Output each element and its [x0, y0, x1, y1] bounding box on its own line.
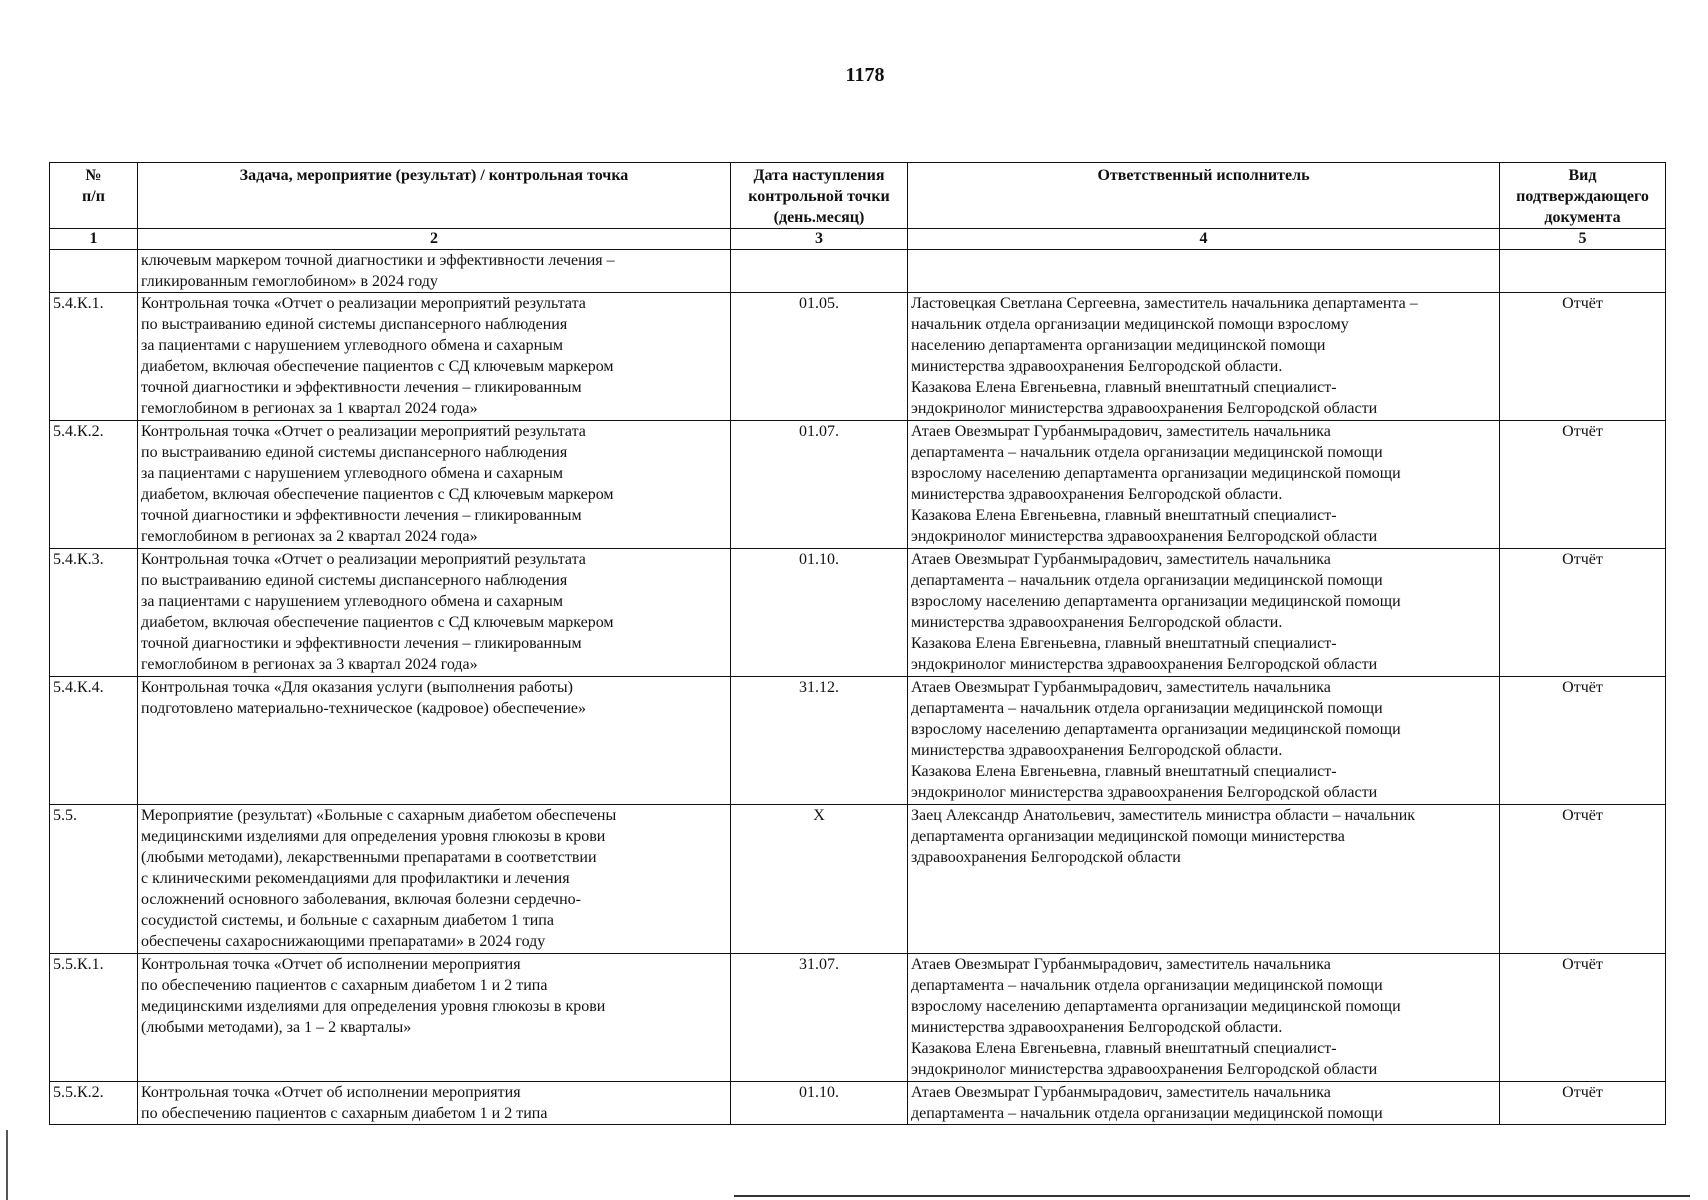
document-type-cell [1500, 250, 1666, 293]
responsible-line: Казакова Елена Евгеньевна, главный внештатный специалист- [911, 1040, 1337, 1057]
date-cell: 31.07. [731, 954, 908, 1082]
row-number: 5.5. [50, 805, 138, 954]
table-row [50, 549, 1666, 677]
task-line: Мероприятие (результат) «Больные с сахарным диабетом обеспечены [141, 807, 617, 824]
column-number: 5 [1500, 229, 1666, 250]
task-line: по выстраиванию единой системы диспансерного наблюдения [141, 444, 568, 461]
column-number: 2 [138, 229, 731, 250]
table-row [50, 954, 1666, 1082]
task-line: по обеспечению пациентов с сахарным диабетом 1 и 2 типа [141, 977, 548, 994]
task-line: точной диагностики и эффективности лечения – гликированным [141, 507, 582, 524]
task-cell [138, 1082, 731, 1125]
task-cell [138, 805, 731, 954]
table-body [50, 250, 1666, 1125]
task-cell [138, 293, 731, 421]
table-row [50, 250, 1666, 293]
table-row [50, 1082, 1666, 1125]
task-line: обеспечены сахароснижающими препаратами» в 2024 году [141, 933, 546, 950]
task-line: ключевым маркером точной диагностики и эффективности лечения – [141, 252, 615, 269]
task-line: точной диагностики и эффективности лечения – гликированным [141, 379, 582, 396]
responsible-line: министерства здравоохранения Белгородской области. [911, 1019, 1283, 1036]
control-points-table [49, 162, 1666, 1125]
responsible-line: взрослому населению департамента организации медицинской помощи [911, 998, 1401, 1015]
scan-margin-mark [6, 1130, 8, 1200]
responsible-cell [908, 250, 1500, 293]
row-number: 5.4.К.3. [50, 549, 138, 677]
row-number: 5.5.К.1. [50, 954, 138, 1082]
document-type-cell: Отчёт [1500, 954, 1666, 1082]
task-line: по выстраиванию единой системы диспансерного наблюдения [141, 316, 568, 333]
column-number: 4 [908, 229, 1500, 250]
responsible-line: здравоохранения Белгородской области [911, 849, 1181, 866]
responsible-line: взрослому населению департамента организации медицинской помощи [911, 721, 1401, 738]
column-number: 1 [50, 229, 138, 250]
date-cell: Х [731, 805, 908, 954]
page-number: 1178 [845, 64, 885, 86]
header-document: Вид подтверждающего документа [1500, 163, 1666, 229]
responsible-line: взрослому населению департамента организации медицинской помощи [911, 593, 1401, 610]
responsible-line: Атаев Овезмырат Гурбанмырадович, заместитель начальника [911, 551, 1331, 568]
task-line: диабетом, включая обеспечение пациентов с СД ключевым маркером [141, 358, 614, 375]
date-cell: 01.10. [731, 1082, 908, 1125]
header-number: № п/п [50, 163, 138, 229]
column-numbers-row [50, 229, 1666, 250]
responsible-cell [908, 549, 1500, 677]
document-type-cell: Отчёт [1500, 1082, 1666, 1125]
table-row [50, 677, 1666, 805]
date-cell [731, 250, 908, 293]
task-line: Контрольная точка «Отчет о реализации мероприятий результата [141, 295, 586, 312]
task-line: диабетом, включая обеспечение пациентов с СД ключевым маркером [141, 614, 614, 631]
responsible-line: населению департамента организации медицинской помощи [911, 337, 1326, 354]
responsible-line: эндокринолог министерства здравоохранения Белгородской области [911, 400, 1378, 417]
task-line: по обеспечению пациентов с сахарным диабетом 1 и 2 типа [141, 1105, 548, 1122]
task-line: медицинскими изделиями для определения уровня глюкозы в крови [141, 828, 606, 845]
header-responsible: Ответственный исполнитель [908, 163, 1500, 229]
responsible-line: департамента – начальник отдела организации медицинской помощи [911, 572, 1383, 589]
document-type-cell: Отчёт [1500, 293, 1666, 421]
responsible-line: Атаев Овезмырат Гурбанмырадович, заместитель начальника [911, 1084, 1331, 1101]
task-line: гемоглобином в регионах за 1 квартал 2024 года» [141, 400, 478, 417]
task-line: за пациентами с нарушением углеводного обмена и сахарным [141, 593, 564, 610]
responsible-line: Ластовецкая Светлана Сергеевна, заместитель начальника департамента – [911, 295, 1418, 312]
responsible-line: Казакова Елена Евгеньевна, главный внештатный специалист- [911, 763, 1337, 780]
task-line: гемоглобином в регионах за 3 квартал 2024 года» [141, 656, 478, 673]
header-date: Дата наступления контрольной точки (день.месяц) [731, 163, 908, 229]
task-line: подготовлено материально-техническое (кадровое) обеспечение» [141, 700, 586, 717]
task-line: осложнений основного заболевания, включая болезни сердечно- [141, 891, 581, 908]
responsible-line: Атаев Овезмырат Гурбанмырадович, заместитель начальника [911, 956, 1331, 973]
task-line: Контрольная точка «Отчет об исполнении мероприятия [141, 1084, 521, 1101]
responsible-line: Казакова Елена Евгеньевна, главный внештатный специалист- [911, 507, 1337, 524]
row-number: 5.4.К.1. [50, 293, 138, 421]
task-line: (любыми методами), лекарственными препаратами в соответствии [141, 849, 597, 866]
document-type-cell: Отчёт [1500, 805, 1666, 954]
document-type-cell: Отчёт [1500, 421, 1666, 549]
row-number [50, 250, 138, 293]
responsible-line: департамента – начальник отдела организации медицинской помощи [911, 700, 1383, 717]
responsible-line: эндокринолог министерства здравоохранения Белгородской области [911, 784, 1378, 801]
responsible-line: департамента – начальник отдела организации медицинской помощи [911, 1105, 1383, 1122]
table-row [50, 293, 1666, 421]
responsible-line: взрослому населению департамента организации медицинской помощи [911, 465, 1401, 482]
responsible-line: эндокринолог министерства здравоохранения Белгородской области [911, 656, 1378, 673]
task-line: сосудистой системы, и больные с сахарным диабетом 1 типа [141, 912, 554, 929]
task-cell [138, 677, 731, 805]
header-task: Задача, мероприятие (результат) / контрольная точка [138, 163, 731, 229]
task-line: (любыми методами), за 1 – 2 кварталы» [141, 1019, 412, 1036]
task-line: Контрольная точка «Отчет о реализации мероприятий результата [141, 551, 586, 568]
responsible-cell [908, 293, 1500, 421]
responsible-line: Атаев Овезмырат Гурбанмырадович, заместитель начальника [911, 679, 1331, 696]
task-cell [138, 250, 731, 293]
responsible-line: министерства здравоохранения Белгородской области. [911, 614, 1283, 631]
responsible-line: министерства здравоохранения Белгородской области. [911, 742, 1283, 759]
responsible-line: Атаев Овезмырат Гурбанмырадович, заместитель начальника [911, 423, 1331, 440]
date-cell: 01.05. [731, 293, 908, 421]
row-number: 5.4.К.4. [50, 677, 138, 805]
task-line: гемоглобином в регионах за 2 квартал 2024 года» [141, 528, 478, 545]
responsible-line: департамента – начальник отдела организации медицинской помощи [911, 977, 1383, 994]
task-line: Контрольная точка «Отчет о реализации мероприятий результата [141, 423, 586, 440]
task-line: Контрольная точка «Отчет об исполнении мероприятия [141, 956, 521, 973]
responsible-line: департамента организации медицинской помощи министерства [911, 828, 1345, 845]
task-line: гликированным гемоглобином» в 2024 году [141, 273, 438, 290]
date-cell: 01.07. [731, 421, 908, 549]
task-cell [138, 549, 731, 677]
responsible-line: Заец Александр Анатольевич, заместитель министра области – начальник [911, 807, 1416, 824]
responsible-line: Казакова Елена Евгеньевна, главный внештатный специалист- [911, 635, 1337, 652]
row-number: 5.4.К.2. [50, 421, 138, 549]
responsible-line: эндокринолог министерства здравоохранения Белгородской области [911, 1061, 1378, 1078]
responsible-line: Казакова Елена Евгеньевна, главный внештатный специалист- [911, 379, 1337, 396]
responsible-line: министерства здравоохранения Белгородской области. [911, 486, 1283, 503]
task-line: с клиническими рекомендациями для профилактики и лечения [141, 870, 570, 887]
responsible-line: департамента – начальник отдела организации медицинской помощи [911, 444, 1383, 461]
task-line: точной диагностики и эффективности лечения – гликированным [141, 635, 582, 652]
table-row [50, 805, 1666, 954]
responsible-cell [908, 421, 1500, 549]
document-type-cell: Отчёт [1500, 677, 1666, 805]
date-cell: 31.12. [731, 677, 908, 805]
table-row [50, 421, 1666, 549]
task-line: диабетом, включая обеспечение пациентов с СД ключевым маркером [141, 486, 614, 503]
task-line: за пациентами с нарушением углеводного обмена и сахарным [141, 337, 564, 354]
responsible-line: министерства здравоохранения Белгородской области. [911, 358, 1283, 375]
responsible-cell [908, 677, 1500, 805]
task-line: за пациентами с нарушением углеводного обмена и сахарным [141, 465, 564, 482]
responsible-cell [908, 805, 1500, 954]
column-number: 3 [731, 229, 908, 250]
responsible-line: начальник отдела организации медицинской помощи взрослому [911, 316, 1349, 333]
responsible-cell [908, 954, 1500, 1082]
row-number: 5.5.К.2. [50, 1082, 138, 1125]
responsible-cell [908, 1082, 1500, 1125]
responsible-line: эндокринолог министерства здравоохранения Белгородской области [911, 528, 1378, 545]
date-cell: 01.10. [731, 549, 908, 677]
task-cell [138, 421, 731, 549]
table-header-row [50, 163, 1666, 229]
task-line: по выстраиванию единой системы диспансерного наблюдения [141, 572, 568, 589]
task-cell [138, 954, 731, 1082]
task-line: медицинскими изделиями для определения уровня глюкозы в крови [141, 998, 606, 1015]
document-type-cell: Отчёт [1500, 549, 1666, 677]
scan-artifact-line [734, 1195, 1690, 1197]
task-line: Контрольная точка «Для оказания услуги (выполнения работы) [141, 679, 573, 696]
